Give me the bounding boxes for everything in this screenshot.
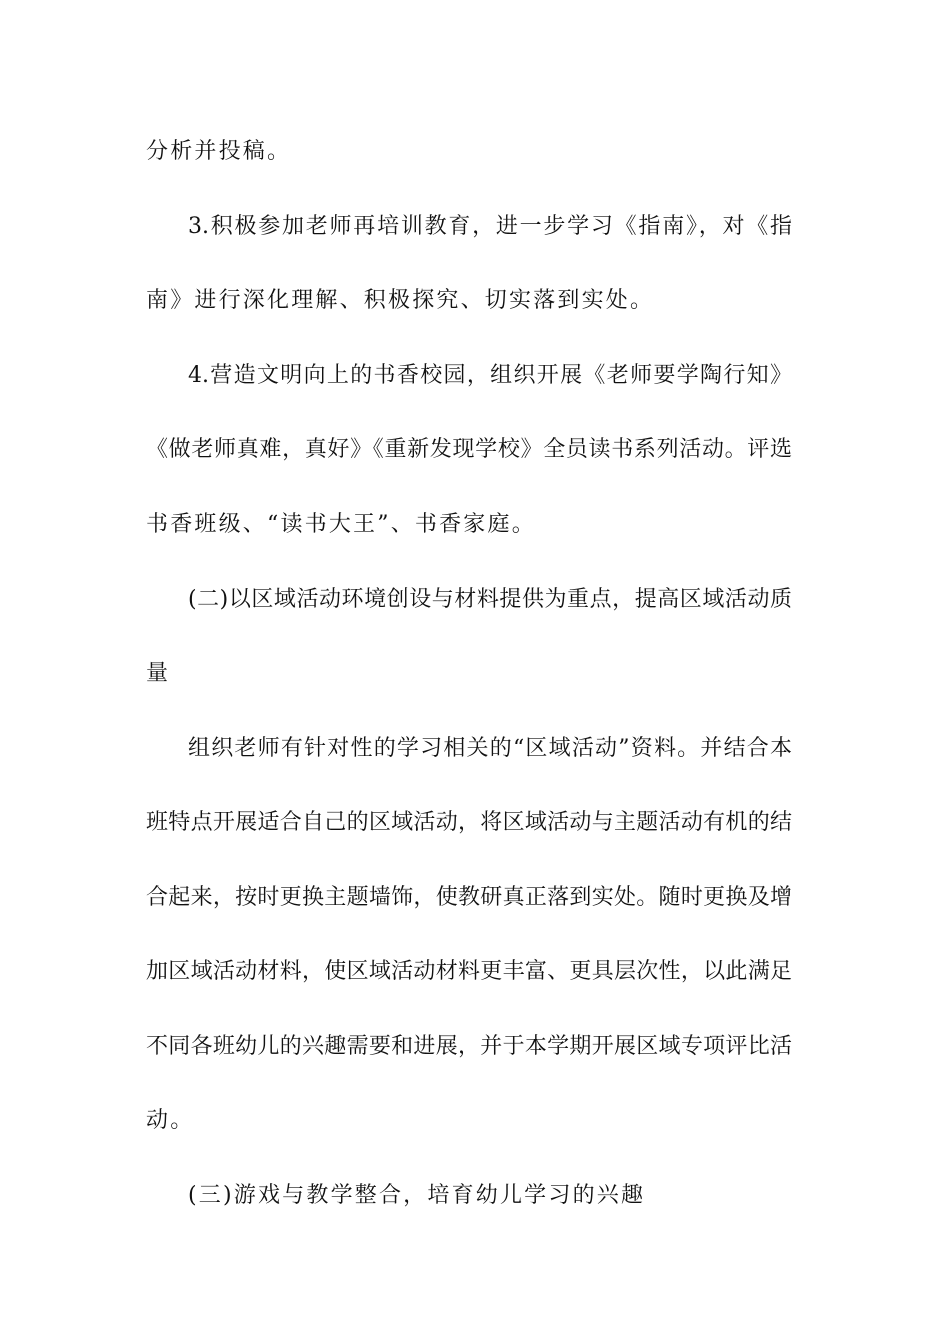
section-heading-line: (三)游戏与教学整合，培育幼儿学习的兴趣	[188, 1183, 646, 1208]
text-line: 加区域活动材料，使区域活动材料更丰富、更具层次性，以此满足	[146, 959, 792, 984]
text-line: 南》进行深化理解、积极探究、切实落到实处。	[146, 288, 655, 313]
text-line: 书香班级、“读书大王”、书香家庭。	[146, 512, 536, 537]
section-heading-line: (二)以区域活动环境创设与材料提供为重点，提高区域活动质	[188, 587, 792, 612]
text-line: 3.积极参加老师再培训教育，进一步学习《指南》，对《指	[188, 214, 792, 239]
text-line: 4.营造文明向上的书香校园，组织开展《老师要学陶行知》	[188, 363, 792, 388]
text-line: 组织老师有针对性的学习相关的“区域活动”资料。并结合本	[188, 736, 792, 761]
text-line: 合起来，按时更换主题墙饰，使教研真正落到实处。随时更换及增	[146, 885, 792, 910]
text-line: 不同各班幼儿的兴趣需要和进展，并于本学期开展区域专项评比活	[146, 1034, 792, 1059]
text-line: 班特点开展适合自己的区域活动，将区域活动与主题活动有机的结	[146, 810, 792, 835]
section-heading-line: 量	[146, 661, 171, 686]
text-line: 分析并投稿。	[146, 139, 292, 164]
text-line: 《做老师真难，真好》《重新发现学校》全员读书系列活动。评选	[146, 437, 792, 462]
text-line: 动。	[146, 1108, 195, 1133]
